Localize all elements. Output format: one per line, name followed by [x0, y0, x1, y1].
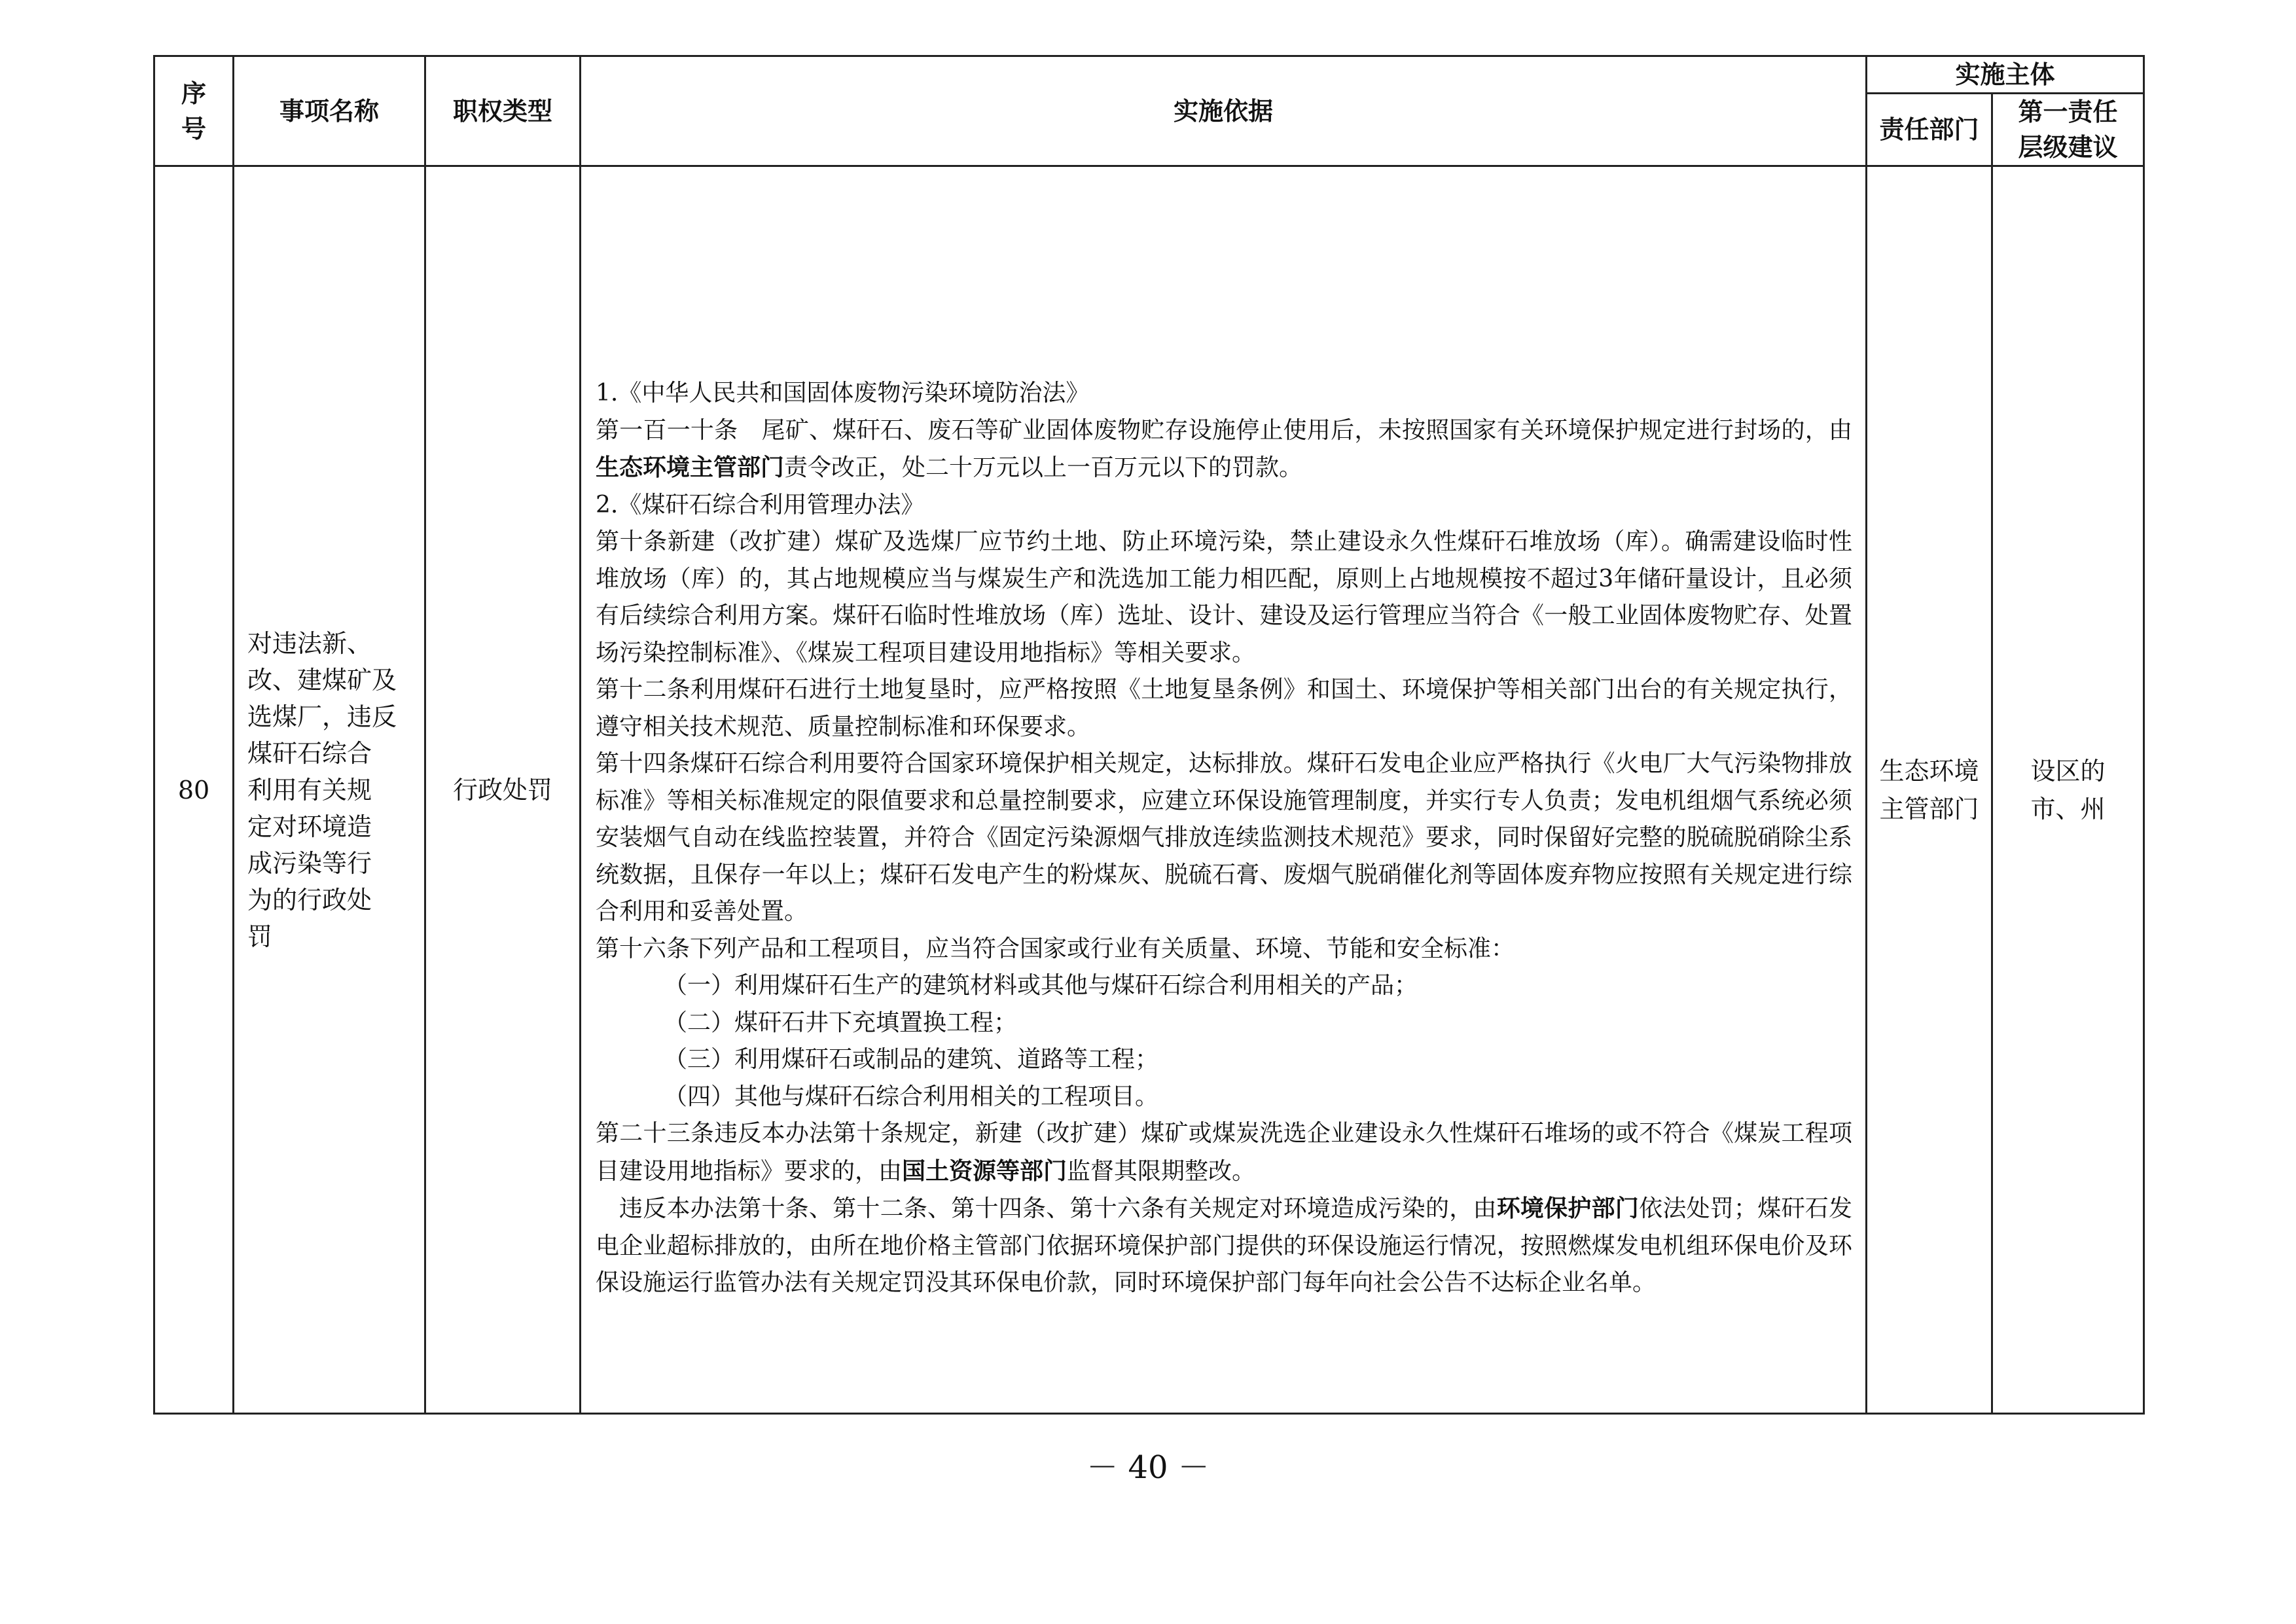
- law2-article-16: 第十六条下列产品和工程项目，应当符合国家或行业有关质量、环境、节能和安全标准：: [596, 935, 1515, 962]
- header-seq-line-2: 号: [181, 114, 206, 143]
- art23-text-a: 第二十三条违反本办法第十条规定，新建（改扩建）煤矿或煤炭洗选企业建设永久性煤矸石堆场的或不符合《煤炭工程项目建设用地指标》要求的，由: [596, 1120, 1852, 1185]
- final-text-a: 违反本办法第十条、第十二条、第十四条、第十六条有关规定对环境造成污染的，由: [619, 1195, 1497, 1222]
- header-subject-group: 实施主体: [1867, 56, 2144, 94]
- header-item-name: 事项名称: [234, 56, 425, 166]
- law2-final-paragraph: [596, 1190, 1852, 1302]
- table-row: [154, 166, 2144, 1414]
- dept-line-2: 主管部门: [1879, 794, 1979, 823]
- final-text-b: 依法处罚；煤矸石发电企业超标排放的，由所在地价格主管部门依据环境保护部门提供的环保设施运行情况，按照燃煤发电机组环保电价及环保设施运行监管办法有关规定罚没其环保电价款，同时环境保护部门每年向社会公告不达标企业名单。: [596, 1195, 1852, 1296]
- art23-authority: 国土资源等部门: [902, 1157, 1067, 1185]
- article-16-item: （四）其他与煤矸石综合利用相关的工程项目。: [664, 1083, 1159, 1110]
- item-name-line: 利用有关规: [247, 775, 372, 804]
- row-power-type: 行政处罚: [425, 166, 581, 1414]
- row-item-name: [234, 166, 425, 1414]
- item-name-line: 改、建煤矿及: [247, 665, 397, 695]
- law1-title: 1.《中华人民共和国固体废物污染环境防治法》: [596, 380, 1090, 406]
- header-seq: [154, 56, 234, 166]
- header-dept: 责任部门: [1867, 94, 1992, 166]
- law2-article-23: [596, 1115, 1852, 1190]
- law1-text-a: 第一百一十条 尾矿、煤矸石、废石等矿业固体废物贮存设施停止使用后，未按照国家有关环境保护规定进行封场的，由: [596, 416, 1852, 444]
- item-name-line: 成污染等行: [247, 848, 372, 878]
- header-power-type: 职权类型: [425, 56, 581, 166]
- row-basis: [581, 166, 1867, 1414]
- header-basis: 实施依据: [581, 56, 1867, 166]
- level-line-1: 设区的: [2030, 756, 2106, 785]
- law2-article-12: 第十二条利用煤矸石进行土地复垦时，应严格按照《土地复垦条例》和国土、环境保护等相关部门出台的有关规定执行，遵守相关技术规范、质量控制标准和环保要求。: [596, 676, 1852, 740]
- row-seq: 80: [154, 166, 234, 1414]
- enforcement-table: [153, 55, 2145, 1415]
- level-line-2: 市、州: [2030, 794, 2106, 823]
- law2-article-10: 第十条新建（改扩建）煤矿及选煤厂应节约土地、防止环境污染，禁止建设永久性煤矸石堆放场（库）。确需建设临时性堆放场（库）的，其占地规模应当与煤炭生产和洗选加工能力相匹配，原则上占地规模按不超过3年储矸量设计，且必须有后续综合利用方案。煤矸石临时性堆放场（库）选址、设计、建设及运行管理应当符合《一般工业固体废物贮存、处置场污染控制标准》、《煤炭工程项目建设用地指标》等相关要求。: [596, 528, 1852, 666]
- law2-title: 2.《煤矸石综合利用管理办法》: [596, 491, 925, 518]
- final-authority: 环境保护部门: [1496, 1195, 1640, 1222]
- item-name-line: 对违法新、: [247, 628, 372, 658]
- law1-authority: 生态环境主管部门: [596, 454, 785, 481]
- item-name-line: 为的行政处: [247, 885, 372, 914]
- law1-article-110: [596, 412, 1852, 487]
- row-level: [1992, 166, 2144, 1414]
- article-16-item: （三）利用煤矸石或制品的建筑、道路等工程；: [664, 1046, 1159, 1073]
- header-level-line-2: 层级建议: [2018, 133, 2118, 162]
- article-16-item: （一）利用煤矸石生产的建筑材料或其他与煤矸石综合利用相关的产品；: [664, 972, 1418, 999]
- header-row-1: [154, 56, 2144, 94]
- item-name-line: 罚: [247, 922, 273, 951]
- header-seq-line-1: 序: [181, 79, 206, 108]
- law2-article-14: 第十四条煤矸石综合利用要符合国家环境保护相关规定，达标排放。煤矸石发电企业应严格执行《火电厂大气污染物排放标准》等相关标准规定的限值要求和总量控制要求，应建立环保设施管理制度，并实行专人负责；发电机组烟气系统必须安装烟气自动在线监控装置，并符合《固定污染源烟气排放连续监测技术规范》要求，同时保留好完整的脱硫脱硝除尘系统数据，且保存一年以上；煤矸石发电产生的粉煤灰、脱硫石膏、废烟气脱硝催化剂等固体废弃物应按照有关规定进行综合利用和妥善处置。: [596, 750, 1852, 925]
- item-name-line: 定对环境造: [247, 812, 372, 841]
- row-dept: [1867, 166, 1992, 1414]
- header-level: [1992, 94, 2144, 166]
- dept-line-1: 生态环境: [1879, 756, 1979, 785]
- article-16-item: （二）煤矸石井下充填置换工程；: [664, 1009, 1018, 1036]
- header-level-line-1: 第一责任: [2018, 98, 2118, 126]
- item-name-line: 煤矸石综合: [247, 738, 372, 768]
- law1-text-b: 责令改正，处二十万元以上一百万元以下的罚款。: [784, 454, 1303, 481]
- item-name-line: 选煤厂，违反: [247, 702, 397, 731]
- page-number: － 40 －: [1086, 1449, 1210, 1486]
- art23-text-b: 监督其限期整改。: [1067, 1157, 1256, 1185]
